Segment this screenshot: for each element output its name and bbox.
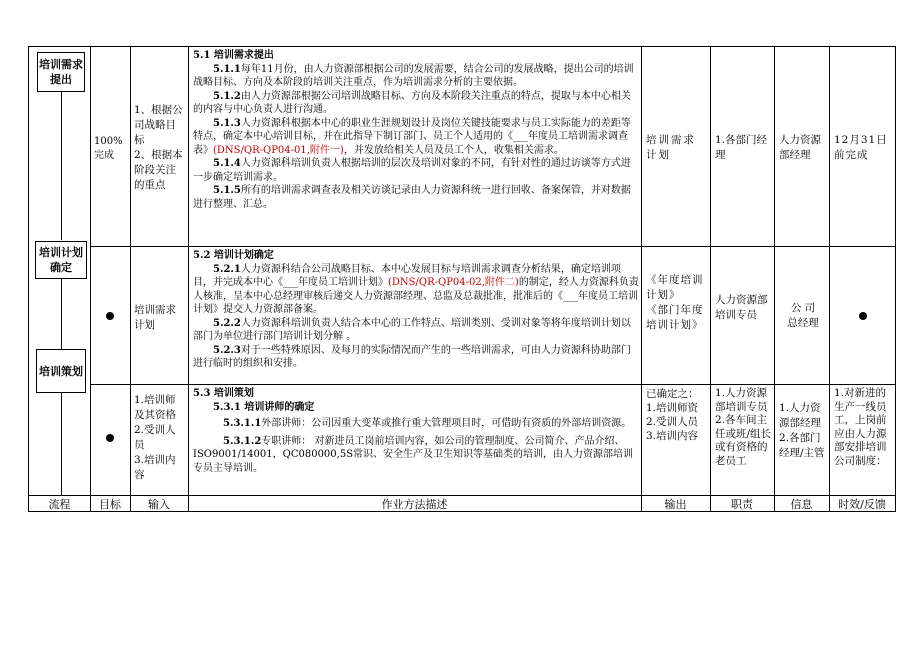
header-target: 目标 [99,498,121,511]
row2-target-bullet [106,312,114,320]
row1-input: 1、根据公司战略目标 2、根据本阶段关注的重点 [134,104,183,191]
row2-method: 5.2 培训计划确定 5.2.1人力资源科结合公司战略目标、本中心发展目标与培训需求调查分析结果，确定培训项目，并完成本中心《___年度员工培训计划》(DNS/QR-QP04-02,附件二)的制定，经人力资源科负责人核准，呈本中心总经理审核后递交人力资源部经理、总监及总裁批准，批准后的《___年度员工培训计划》提交人力资源部备案。 5.2.2人力资源科培训负责人结合本中心的工作特点、培训类别、受训对象等将年度培训计划以部门为单位进行部门培训计划分解 。 5.2.3对于一些特殊原因、及每月的实际情况而产生的一些培训需求，可由人力资源科协助部门进行临时的组织和安排。 [193,250,639,369]
header-input: 输入 [148,498,170,511]
row3-target-bullet [106,434,114,442]
header-output: 输出 [664,498,687,511]
row1-method: 5.1 培训需求提出 5.1.1每年11月份，由人力资源部根据公司的发展需要，结合公司的发展战略，提出公司的培训战略目标、方向及本阶段的培训关注重点，作为培训需求分析的主要依据。 5.1.2由人力资源部根据公司培训战略目标、方向及本阶段关注重点的特点，提取与本中心相关的内容与中心负责人进行沟通。 5.1.3人力资源科根据本中心的职业生涯规划设计及岗位关键技能要求与员工实际能力的差距等特点，确定本中心培训目标，并在此指导下制订部门、员工个人适用的《___年度员工培训需求调查表》(DNS/QR-QP04-01,附件一)，并发放给相关人员及员工个人，收集相关需求。 5.1.4人力资源科培训负责人根据培训的层次及培训对象的不同，有针对性的通过访谈等方式进一步确定培训需求。 5.1.5所有的培训需求调查表及相关访谈记录由人力资源科统一进行回收、备案保管，并对数据进行整理、汇总。 [193,50,634,210]
header-time: 时效/反馈 [838,498,886,511]
row1-output: 培训需求计划 [646,134,696,161]
header-info: 信息 [790,498,813,511]
header-flow: 流程 [48,498,71,511]
row2-time-bullet [859,312,867,320]
row2-output: 《年度培训计划》 《部门年度培训计划》 [646,274,704,331]
process-table [28,46,896,512]
flow-box-need: 培训需求提出 [37,52,85,92]
header-method: 作业方法描述 [381,498,448,511]
row2-duty: 人力资源部培训专员 [715,294,768,321]
row1-duty: 1.各部门经理 [715,134,768,161]
row3-info: 1.人力资源部经理 2.各部门经理/主管 [779,402,825,459]
row3-method: 5.3 培训策划 5.3.1 培训讲师的确定 5.3.1.1外部讲师：公司因重大变革或推行重大管理项目时，可借助有资质的外部培训资源。 5.3.1.2专职讲师： 对新进员工岗前培训内容，如公司的管理制度、公司简介、产品介绍、ISO9001/14001，QC080000,5S常识、安全生产及卫生知识等基础类的培训，由人力资源部培训专员主导培训。 [193,388,634,474]
row2-input: 培训需求计划 [134,304,176,331]
row3-duty: 1.人力资源部培训专员 2.各车间主任或班/组长或有资格的老员工 [715,387,772,467]
row1-target: 100%完成 [94,136,123,161]
row1-info: 人力资源部经理 [779,134,821,161]
row3-time: 1.对新进的生产一线员工，上岗前应由人力源部安排培训公司制度： [834,387,887,467]
header-duty: 职责 [731,498,753,511]
flow-box-plan: 培训计划确定 [35,241,87,279]
row1-time: 12月31日前完成 [834,134,888,161]
row3-input: 1.培训师及其资格 2.受训人员 3.培训内容 [134,394,176,481]
row3-output: 已确定之： 1.培训师资 2.受训人员 3.培训内容 [646,388,699,442]
row2-info: 公 司 总经理 [787,302,819,329]
flow-box-design: 培训策划 [36,349,86,393]
